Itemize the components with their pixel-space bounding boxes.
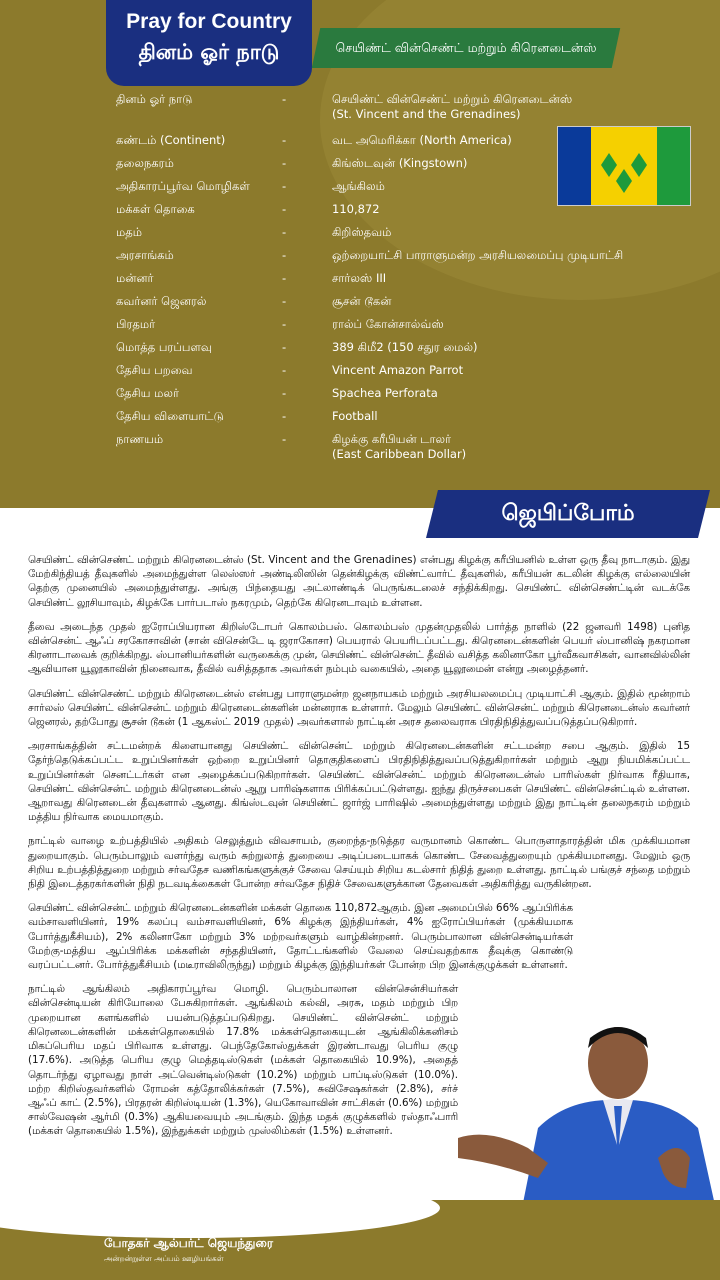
- title-english: Pray for Country: [126, 10, 292, 33]
- info-dash: -: [282, 225, 287, 239]
- info-dash: -: [282, 271, 287, 285]
- info-dash: -: [282, 179, 287, 193]
- flag-yellow-band: [591, 127, 657, 205]
- info-dash: -: [282, 92, 287, 106]
- info-key: மன்னர்: [116, 271, 154, 285]
- info-value: Vincent Amazon Parrot: [332, 363, 464, 377]
- info-key: தேசிய பறவை: [116, 363, 193, 377]
- info-dash: -: [282, 202, 287, 216]
- footer-greeting: அன்புடன்: [104, 1214, 150, 1225]
- info-value: சூசன் டூகன்: [332, 294, 392, 308]
- info-key: தேசிய விளையாட்டு: [116, 409, 224, 423]
- info-key: கண்டம் (Continent): [116, 133, 226, 147]
- info-key: அரசாங்கம்: [116, 248, 174, 262]
- info-value: கிழக்கு கரீபியன் டாலர் (East Caribbean Dollar): [332, 432, 467, 461]
- country-banner-text: செயிண்ட் வின்செண்ட் மற்றும் கிரெனடைன்ஸ்: [335, 40, 597, 55]
- footer-name: போதகர் ஆல்பர்ட் ஜெயந்துரை: [104, 1236, 274, 1250]
- info-dash: -: [282, 133, 287, 147]
- info-dash: -: [282, 156, 287, 170]
- info-key: மொத்த பரப்பளவு: [116, 340, 212, 354]
- info-value: ஒற்றையாட்சி பாராளுமன்ற அரசியலமைப்பு முடியாட்சி: [332, 248, 624, 262]
- info-dash: -: [282, 317, 287, 331]
- title-box: [106, 0, 312, 86]
- info-dash: -: [282, 363, 287, 377]
- paragraph: அரசாங்கத்தின் சட்டமன்றக் கிளையானது செயிண்ட் வின்சென்ட் மற்றும் கிரெனடைன்களின் சட்டமன்ற சபை ஆகும். இதில் 15 தேர்ந்தெடுக்கப்பட்ட உறுப்பினர்கள் ஒற்றை உறுப்பினர் தொகுதிகளைப் பிரதிநிதித்துவப்படுத்துகிறார்கள் மற்றும் ஆறு நியமிக்கப்பட்ட உறுப்பினர்கள் செனட்டர்கள் என அழைக்கப்படுகிறார்கள். செயிண்ட் வின்சென்ட் மற்றும் கிரெனடைன்ஸ் பாரிஸ்கள் நிர்வாக ரீதியாக, செயிண்ட் வின்சென்ட் மற்றும் கிரெனடைன்ஸ் ஆறு பாரிஷ்களாக பிரிக்கப்பட்டுள்ளது. ஐந்து திருச்சபைகள் செயிண்ட் வின்சென்ட்டில் உள்ளன. ஆறாவது கிரெனடைன் தீவுகளால் ஆனது. கிங்ஸ்டவுன் செயிண்ட் ஜார்ஜ் பாரிஷில் அமைந்துள்ளது மற்றும் இது நாட்டின் தலைநகரம் மற்றும் மத்திய நிர்வாக மையமாகும்.: [28, 740, 690, 824]
- info-key: தலைநகரம்: [116, 156, 174, 170]
- paragraph: செயிண்ட் வின்செண்ட் மற்றும் கிரெனடைன்ஸ் (St. Vincent and the Grenadines) என்பது கிழக்கு கரீபியனில் உள்ள ஒரு தீவு நாடாகும். இது மேற்கிந்தியத் தீவுகளில் அமைந்துள்ள லெஸ்ஸர் அண்டிலிஸின் தென்கிழக்கு விண்ட்வார்ட் தீவுகளில், கரீபியன் கடலின் கிழக்கு எல்லையின் தெற்கு முனையில் அமைந்துள்ளது. அங்கு பிந்தையது அட்லாண்டிக் பெருங்கடலைச் சந்திக்கிறது. செயிண்ட் வின்செண்ட்டின் வடக்கே செயிண்ட் லூசியாவும், கிழக்கே பார்படாஸ் நகரமும், தெற்கே கிரெனடாவும் உள்ளன.: [28, 554, 690, 609]
- info-dash: -: [282, 294, 287, 308]
- info-value: ஆங்கிலம்: [332, 179, 385, 193]
- flag-green-band: [657, 127, 690, 205]
- title-tamil: தினம் ஓர் நாடு: [138, 40, 280, 64]
- info-key: தேசிய மலர்: [116, 386, 179, 400]
- info-value: சார்லஸ் III: [332, 271, 387, 285]
- country-banner: [312, 28, 621, 68]
- flag-blue-band: [558, 127, 591, 205]
- info-key: தினம் ஓர் நாடு: [116, 92, 193, 106]
- paragraph: நாட்டில் வாழை உற்பத்தியில் அதிகம் செலுத்தும் விவசாயம், குறைந்த-நடுத்தர வருமானம் கொண்ட பொருளாதாரத்தின் மிக முக்கியமான துறையாகும். பெரும்பாலும் வளர்ந்து வரும் சுற்றுலாத் துறையை அடிப்படையாகக் கொண்ட சேவைத்துறையும் முக்கியமானது. மேலும் ஒரு சிறிய உற்பத்தித்துறை மற்றும் சர்வதேச வணிகங்களுக்குச் சேவை செய்யும் சிறிய கடல்சார் நிதித் துறை உள்ளது. நாட்டில் பங்குச் சந்தை மற்றும் நிதி இடைத்தரகர்களின் நிதி நடவடிக்கைகள் போன்ற சர்வதேச நிதிச் சேவைகளுக்கான தேவைகள் அதிகரித்து வருகின்றன.: [28, 835, 690, 891]
- paragraph: செயிண்ட் வின்செண்ட் மற்றும் கிரெனடைன்ஸ் என்பது பாராளுமன்ற ஜனநாயகம் மற்றும் அரசியலமைப்பு முடியாட்சி ஆகும். இதில் மூன்றாம் சார்லஸ் செயிண்ட் வின்சென்ட் மற்றும் கிரெனடைன்களின் மன்னராக உள்ளார். மேலும் செயிண்ட் வின்சென்ட் மற்றும் கிரெனடைன்ஸ் கவர்னர் ஜெனரல், தற்போது சூசன் டூகன் (1 ஆகஸ்ட் 2019 முதல்) அவர்களால் நாட்டின் அரச தலைவராக பிரதிநிதித்துவப்படுத்தப்படுகிறார்.: [28, 687, 690, 729]
- info-dash: -: [282, 340, 287, 354]
- info-value: வட அமெரிக்கா (North America): [332, 133, 512, 147]
- footer-subtitle: அன்றன்றுள்ள அப்பம் ஊழியங்கள்: [104, 1254, 224, 1263]
- info-key: பிரதமர்: [116, 317, 156, 331]
- paragraph: தீவை அடைந்த முதல் ஐரோப்பியரான கிறிஸ்டோபர் கொலம்பஸ். கொலம்பஸ் முதன்முதலில் பார்த்த நாளில் (22 ஜனவரி 1498) புனித வின்சென்ட் ஆஃப் சரகோசாவின் (சான் விசென்டே டி ஜராகோசா) பெயரால் பெயரிடப்பட்டது. கிரெனடைன்களின் பெயர் ஸ்பானிஷ் நகரமான கிரனாடாவைக் குறிக்கிறது. ஸ்பானியர்களின் வருகைக்கு முன், செயிண்ட் வின்சென்ட் தீவில் வசித்த கலினாகோ பூர்வீகவாசிகள், வானவில்லின் ஆவியான யூலூகாவின் நினைவாக, தீவில் வசித்ததாக அவர்கள் நம்பும் வகையில், அதை யூலூமைன் என்று அழைத்தனர்.: [28, 620, 690, 676]
- info-value: செயிண்ட் வின்செண்ட் மற்றும் கிரெனடைன்ஸ் (St. Vincent and the Grenadines): [332, 92, 573, 121]
- paragraph: செயிண்ட் வின்சென்ட் மற்றும் கிரெனடைன்களின் மக்கள் தொகை 110,872ஆகும். இன அமைப்பில் 66% ஆப்பிரிக்க வம்சாவளியினர், 19% கலப்பு வம்சாவளியினர், 6% கிழக்கு இந்தியர்கள், 4% ஐரோப்பியர்கள் (முக்கியமாக போர்த்துகீசியம்), 2% கலினாகோ மற்றும் 3% மற்றவர்களும் வாழ்கின்றனர். பெரும்பாலான வின்சென்டியர்கள் மேற்கு-மத்திய ஆப்பிரிக்க மக்களின் சந்ததியினர், தோட்டங்களில் வேலை செய்வதற்காக தீவுக்கு கொண்டு வரப்பட்டனர். போர்த்துகீசியம் (மடீராவிலிருந்து) மற்றும் கிழக்கு இந்தியர்கள் போன்ற பிற இனக்குழுக்கள் உள்ளனர்.: [28, 902, 573, 972]
- paragraph: நாட்டில் ஆங்கிலம் அதிகாரப்பூர்வ மொழி. பெரும்பாலான வின்சென்சியர்கள் வின்சென்டியன் கிரியோலை பேசுகிறார்கள். ஆங்கிலம் கல்வி, அரசு, மதம் மற்றும் பிற முறையான களங்களில் பயன்படுத்தப்படுகிறது. செயிண்ட் வின்சென்ட் மற்றும் கிரெனடைன்களின் மக்கள்தொகையில் 17.8% மக்கள்தொகையுடன் ஆங்கிலிக்கனிசம் மிகப்பெரிய மதப் பிரிவாக உள்ளது. பெந்தேகோஸ்துக்கள் இரண்டாவது பெரிய குழு (17.6%). அடுத்த பெரிய குழு மெத்தடிஸ்டுகள் (மக்கள் தொகையில் 10.9%), அதைத் தொடர்ந்து ஏழாவது நாள் அட்வென்டிஸ்டுகள் (10.2%) மற்றும் பாப்டிஸ்டுகள் (10.0%). மற்ற கிறிஸ்தவர்களில் ரோமன் கத்தோலிக்கர்கள் (7.5%), சுவிசேஷகர்கள் (2.8%), சர்ச் ஆஃப் காட் (2.5%), பிரதரன் கிறிஸ்டியன் (1.3%), யெகோவாவின் சாட்சிகள் (0.6%) மற்றும் சால்வேஷன் ஆர்மி (0.3%) ஆகியவையும் அடங்கும். இந்த மதக் குழுக்களில் ரஸ்தாஃபாரி (மக்கள் தொகையில் 1.5%), இந்துக்கள் மற்றும் முஸ்லிம்கள் (1.5%) உள்ளனர்.: [28, 983, 458, 1138]
- info-dash: -: [282, 248, 287, 262]
- info-value: ரால்ப் கோன்சால்வ்ஸ்: [332, 317, 444, 331]
- info-dash: -: [282, 409, 287, 423]
- section-banner-text: ஜெபிப்போம்: [501, 501, 635, 526]
- info-value: 389 கிமீ2 (150 சதுர மைல்): [332, 340, 478, 354]
- info-key: மக்கள் தொகை: [116, 202, 195, 216]
- info-key: அதிகாரப்பூர்வ மொழிகள்: [116, 179, 250, 193]
- info-value: கிங்ஸ்டவுன் (Kingstown): [332, 156, 468, 170]
- info-value: 110,872: [332, 202, 380, 216]
- info-value: Football: [332, 409, 378, 423]
- info-key: கவர்னர் ஜெனரல்: [116, 294, 207, 308]
- info-key: மதம்: [116, 225, 142, 239]
- flag-st-vincent-icon: [557, 126, 691, 206]
- section-banner: [426, 490, 710, 538]
- flag-diamonds-icon: [591, 127, 657, 205]
- info-value: கிறிஸ்தவம்: [332, 225, 392, 239]
- info-key: நாணயம்: [116, 432, 164, 446]
- info-value: Spachea Perforata: [332, 386, 438, 400]
- info-dash: -: [282, 432, 287, 446]
- footer-curve: [0, 1178, 440, 1238]
- info-dash: -: [282, 386, 287, 400]
- pastor-photo-icon: [458, 988, 720, 1228]
